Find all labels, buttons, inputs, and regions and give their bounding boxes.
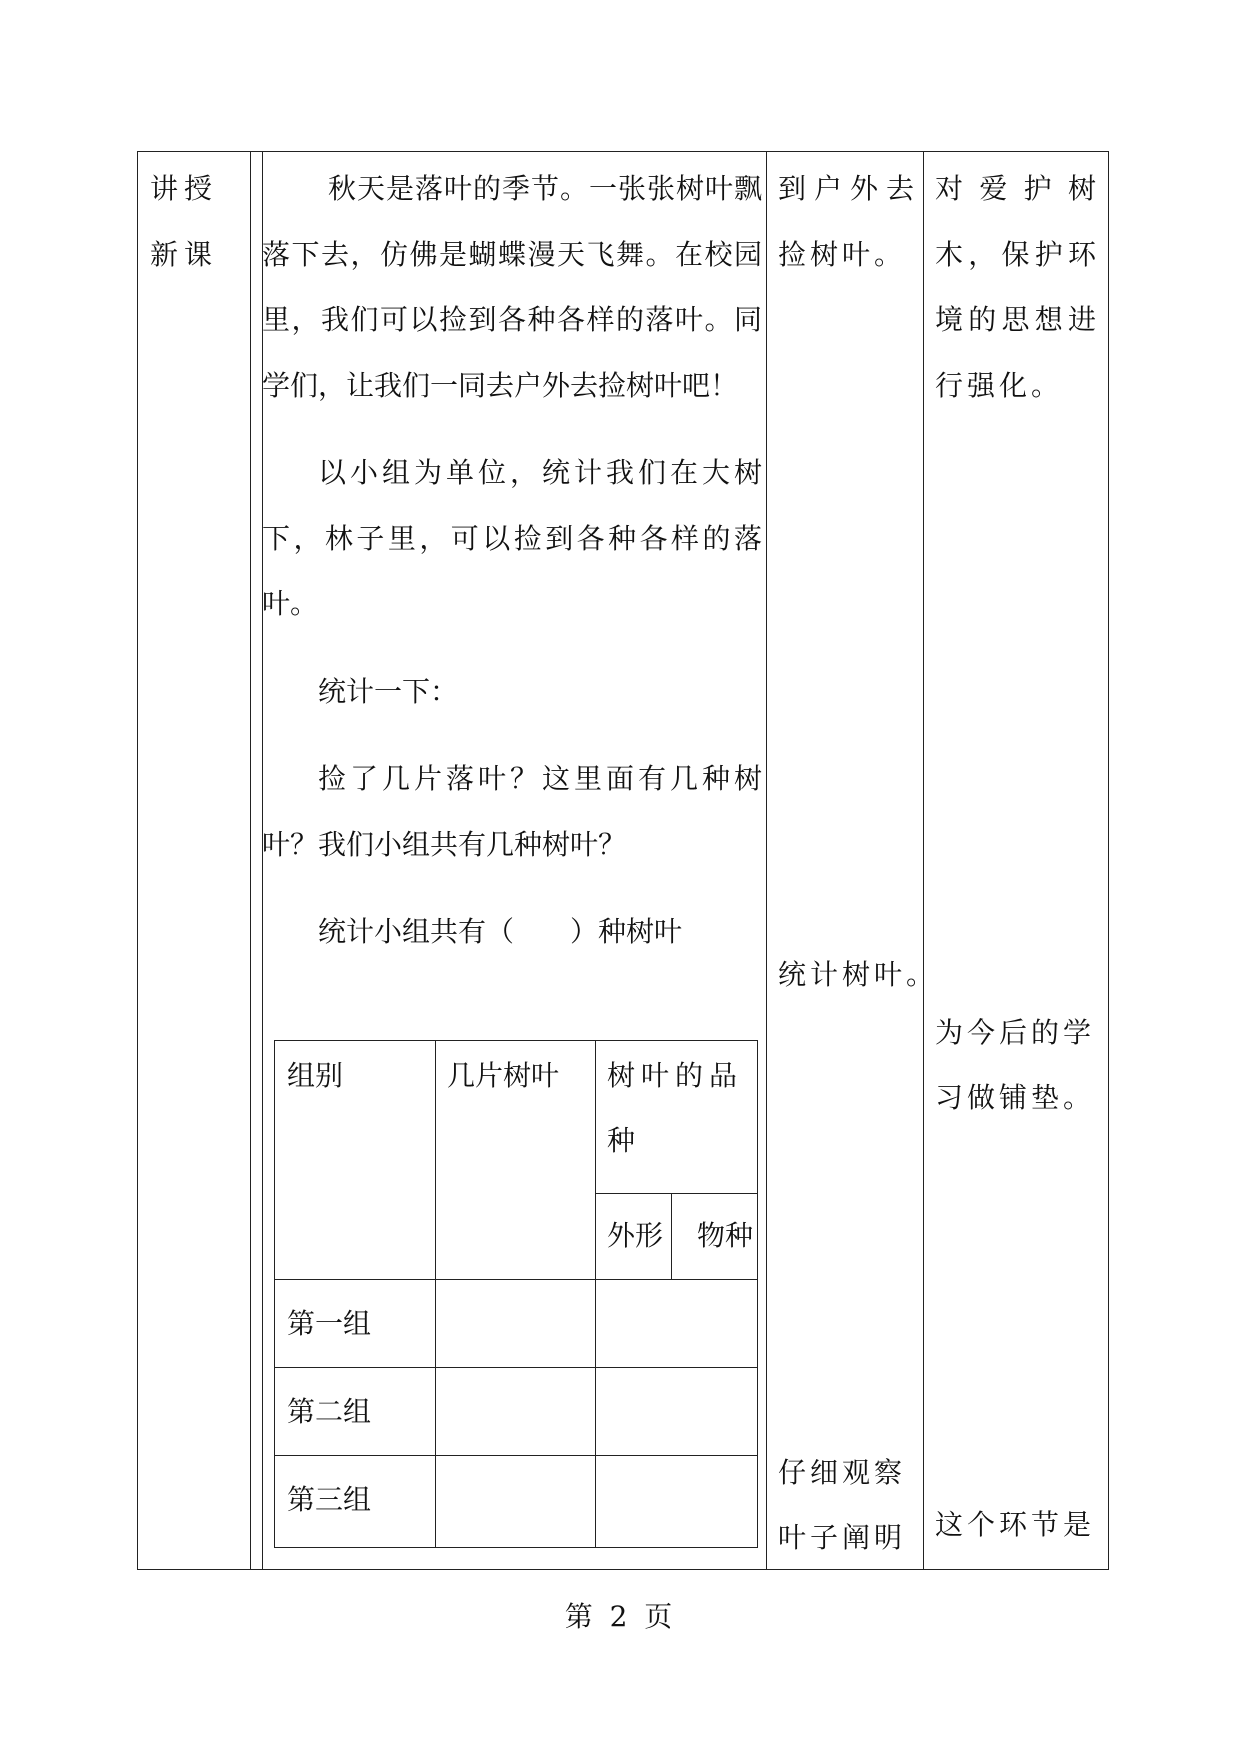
student-activity-cell	[778, 152, 939, 1569]
intro-paragraph: 秋天是落叶的季节。一张张树叶飘落下去，仿佛是蝴蝶漫天飞舞。在校园里，我们可以捡到各种各样的落叶。同学们，让我们一同去户外去捡树叶吧！	[262, 172, 762, 402]
lesson-plan-table	[137, 151, 1109, 1570]
leaf-statistics-table	[274, 1040, 758, 1548]
column-divider	[923, 152, 924, 1569]
header-variety: 树叶的品种	[607, 1059, 744, 1157]
table-hline	[275, 1367, 757, 1368]
column-divider	[250, 152, 251, 1569]
table-hline	[275, 1279, 757, 1280]
count-prompt-paragraph: 统计一下：	[318, 674, 459, 708]
activity-count-leaves: 统计树叶。	[778, 958, 939, 991]
page-number: 第 2 页	[564, 1600, 677, 1633]
intent-groundwork: 为今后的学习做铺垫。	[935, 1016, 1096, 1114]
fill-in-paragraph: 统计小组共有（ ）种树叶	[318, 915, 683, 948]
header-species: 物种	[697, 1219, 754, 1252]
design-intent-cell	[935, 152, 1100, 1569]
questions-paragraph: 捡了几片落叶？这里面有几种树叶？我们小组共有几种树叶？	[262, 762, 762, 861]
activity-collect-leaves: 到户外去捡树叶。	[778, 172, 918, 271]
table-vline	[595, 1041, 596, 1547]
header-count: 几片树叶	[447, 1059, 560, 1092]
header-shape: 外形	[607, 1219, 664, 1252]
section-label-cell	[150, 152, 250, 1569]
row-group-2: 第二组	[287, 1395, 372, 1428]
section-label: 讲授新课	[150, 172, 219, 271]
row-group-3: 第三组	[287, 1483, 372, 1516]
header-group: 组别	[287, 1059, 344, 1092]
column-divider	[766, 152, 767, 1569]
group-task-paragraph: 以小组为单位，统计我们在大树下，林子里，可以捡到各种各样的落叶。	[262, 456, 762, 620]
table-vline	[435, 1041, 436, 1547]
table-hline	[275, 1455, 757, 1456]
intent-environment: 对爱护树木，保护环境的思想进行强化。	[935, 172, 1100, 402]
table-vline	[671, 1193, 672, 1279]
intent-this-step: 这个环节是	[935, 1508, 1096, 1541]
activity-observe-leaves: 仔细观察叶子阐明	[778, 1456, 907, 1554]
row-group-1: 第一组	[287, 1307, 372, 1340]
table-hline	[595, 1193, 757, 1194]
